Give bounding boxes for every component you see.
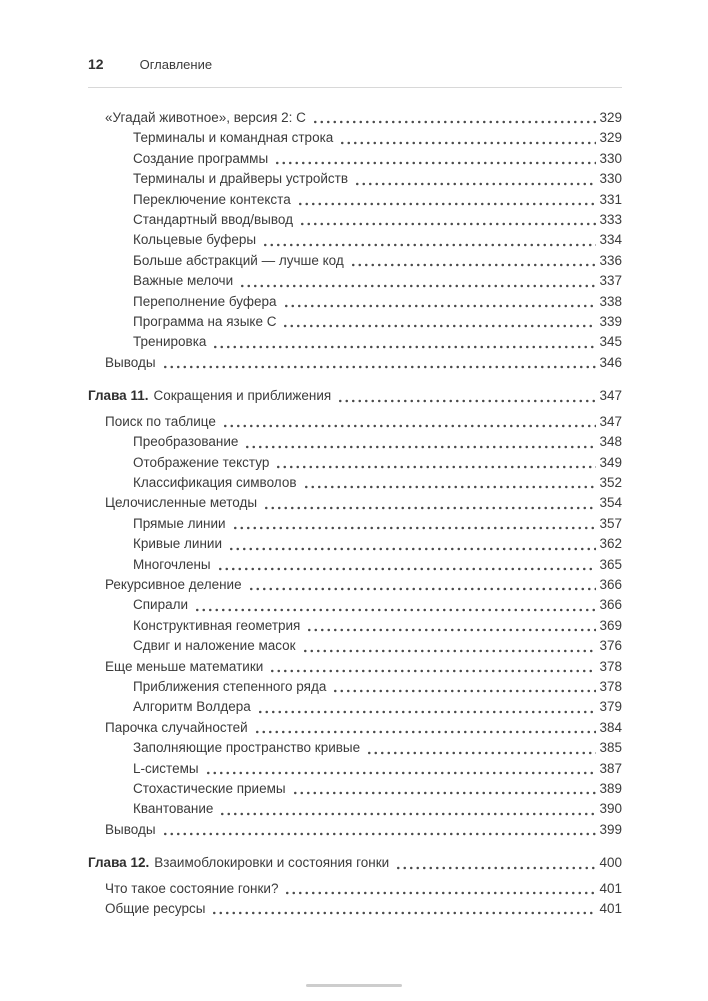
dot-leader — [212, 332, 596, 352]
entry-title: Алгоритм Волдера — [133, 699, 251, 715]
toc-entry — [88, 534, 622, 554]
entry-page: 401 — [599, 901, 622, 917]
entry-page: 369 — [599, 617, 622, 633]
entry-title: Конструктивная геометрия — [133, 617, 301, 633]
entry-page: 346 — [599, 354, 622, 370]
entry-page: 338 — [599, 293, 622, 309]
entry-page: 347 — [599, 413, 622, 429]
dot-leader — [297, 190, 597, 210]
dot-leader — [354, 169, 596, 189]
entry-title: Квантование — [133, 801, 214, 817]
entry-title: Парочка случайностей — [105, 719, 248, 735]
entry-page: 376 — [599, 638, 622, 654]
toc-entry — [88, 149, 622, 169]
toc-entry — [88, 677, 622, 697]
entry-page: 384 — [599, 719, 622, 735]
entry-prefix: Глава 12. — [88, 855, 150, 871]
entry-title: Общие ресурсы — [105, 901, 206, 917]
entry-page: 345 — [599, 334, 622, 350]
entry-title: Создание программы — [133, 150, 269, 166]
entry-title: Кривые линии — [133, 536, 223, 552]
entry-page: 357 — [599, 515, 622, 531]
entry-title: Переполнение буфера — [133, 293, 277, 309]
entry-title: Стандартный ввод/вывод — [133, 212, 293, 228]
toc-entry — [88, 230, 622, 250]
running-head: Оглавление — [139, 57, 213, 72]
dot-leader — [269, 657, 596, 677]
toc-entry — [88, 697, 622, 717]
entry-page: 337 — [599, 273, 622, 289]
toc-entry — [88, 353, 622, 373]
dot-leader — [275, 453, 596, 473]
entry-page: 352 — [599, 474, 622, 490]
dot-leader — [239, 271, 596, 291]
page-header — [88, 56, 622, 72]
entry-title: Переключение контекста — [133, 191, 291, 207]
toc-entry — [88, 759, 622, 779]
dot-leader — [217, 555, 597, 575]
entry-title: «Угадай животное», версия 2: C — [105, 110, 306, 125]
entry-page: 349 — [599, 454, 622, 470]
toc-entry — [88, 386, 622, 406]
entry-title: L-системы — [133, 760, 199, 776]
entry-title: Выводы — [105, 821, 156, 837]
dot-leader — [302, 636, 597, 656]
entry-title: Выводы — [105, 354, 156, 370]
toc-entry — [88, 108, 622, 128]
dot-leader — [205, 759, 597, 779]
entry-page: 378 — [599, 658, 622, 674]
dot-leader — [232, 514, 597, 534]
toc-entry — [88, 636, 622, 656]
toc-entry — [88, 473, 622, 493]
entry-title: Больше абстракций — лучше код — [133, 252, 344, 268]
toc-entry — [88, 899, 622, 919]
toc-entry — [88, 575, 622, 595]
dot-leader — [283, 292, 597, 312]
toc-entry — [88, 190, 622, 210]
dot-leader — [332, 677, 596, 697]
entry-title: Еще меньше математики — [105, 658, 264, 674]
toc-entry — [88, 879, 622, 899]
entry-title: Тренировка — [133, 334, 207, 350]
entry-page: 362 — [599, 536, 622, 552]
dot-leader — [254, 718, 597, 738]
toc-entry — [88, 128, 622, 148]
entry-title: Прямые линии — [133, 515, 226, 531]
toc-entry — [88, 738, 622, 758]
toc-entry — [88, 555, 622, 575]
entry-title: Сокращения и приближения — [153, 388, 332, 404]
entry-title: Заполняющие пространство кривые — [133, 740, 361, 756]
dot-leader — [194, 595, 596, 615]
dot-leader — [274, 149, 596, 169]
toc-entry — [88, 169, 622, 189]
entry-page: 387 — [599, 760, 622, 776]
entry-title: Важные мелочи — [133, 273, 234, 289]
toc-entry — [88, 514, 622, 534]
dot-leader — [395, 853, 596, 873]
dot-leader — [350, 251, 597, 271]
toc-entry — [88, 312, 622, 332]
entry-page: 400 — [599, 855, 622, 871]
toc-entry — [88, 657, 622, 677]
entry-page: 365 — [599, 556, 622, 572]
header-rule — [88, 87, 622, 88]
dot-leader — [284, 879, 596, 899]
entry-page: 385 — [599, 740, 622, 756]
entry-title: Приближения степенного ряда — [133, 678, 327, 694]
entry-title: Терминалы и командная строка — [133, 130, 334, 146]
toc-entry — [88, 799, 622, 819]
dot-leader — [337, 386, 596, 406]
entry-page: 347 — [599, 388, 622, 404]
entry-title: Преобразование — [133, 434, 239, 450]
entry-page: 334 — [599, 232, 622, 248]
entry-title: Многочлены — [133, 556, 211, 572]
dot-leader — [306, 616, 596, 636]
toc-entry — [88, 616, 622, 636]
entry-title: Целочисленные методы — [105, 495, 258, 511]
dot-leader — [339, 128, 596, 148]
entry-title: Спирали — [133, 597, 189, 613]
toc-entry — [88, 292, 622, 312]
toc — [88, 108, 622, 919]
toc-entry — [88, 779, 622, 799]
entry-title: Отображение текстур — [133, 454, 270, 470]
toc-entry — [88, 412, 622, 432]
toc-entry — [88, 595, 622, 615]
entry-page: 330 — [599, 171, 622, 187]
entry-page: 333 — [599, 212, 622, 228]
entry-title: Классификация символов — [133, 474, 297, 490]
dot-leader — [263, 493, 596, 513]
dot-leader — [219, 799, 596, 819]
toc-entry — [88, 853, 622, 873]
dot-leader — [222, 412, 597, 432]
entry-page: 336 — [599, 252, 622, 268]
entry-title: Кольцевые буферы — [133, 232, 257, 248]
entry-page: 329 — [599, 110, 622, 125]
entry-page: 331 — [599, 191, 622, 207]
dot-leader — [228, 534, 596, 554]
entry-title: Поиск по таблице — [105, 413, 216, 429]
toc-entry — [88, 251, 622, 271]
footer-bar — [306, 984, 402, 987]
entry-page: 379 — [599, 699, 622, 715]
entry-page: 354 — [599, 495, 622, 511]
dot-leader — [303, 473, 597, 493]
entry-page: 366 — [599, 576, 622, 592]
toc-entry — [88, 493, 622, 513]
entry-title: Взаимоблокировки и состояния гонки — [154, 855, 390, 871]
toc-entry — [88, 332, 622, 352]
toc-entry — [88, 718, 622, 738]
dot-leader — [257, 697, 597, 717]
dot-leader — [282, 312, 596, 332]
dot-leader — [366, 738, 596, 758]
entry-page: 330 — [599, 150, 622, 166]
entry-title: Терминалы и драйверы устройств — [133, 171, 349, 187]
dot-leader — [312, 108, 597, 128]
toc-entry — [88, 820, 622, 840]
entry-title: Программа на языке C — [133, 314, 277, 330]
toc-entry — [88, 432, 622, 452]
entry-page: 339 — [599, 314, 622, 330]
entry-page: 399 — [599, 821, 622, 837]
dot-leader — [211, 899, 596, 919]
page-number: 12 — [88, 56, 104, 72]
dot-leader — [162, 353, 597, 373]
dot-leader — [244, 432, 596, 452]
dot-leader — [262, 230, 596, 250]
dot-leader — [299, 210, 596, 230]
entry-page: 348 — [599, 434, 622, 450]
toc-entry — [88, 271, 622, 291]
entry-page: 389 — [599, 781, 622, 796]
entry-page: 329 — [599, 130, 622, 146]
entry-title: Что такое состояние гонки? — [105, 880, 279, 896]
dot-leader — [292, 779, 597, 799]
toc-entry — [88, 210, 622, 230]
entry-title: Рекурсивное деление — [105, 576, 242, 592]
toc-entry — [88, 453, 622, 473]
dot-leader — [248, 575, 597, 595]
entry-page: 378 — [599, 678, 622, 694]
entry-title: Стохастические приемы — [133, 781, 286, 796]
entry-prefix: Глава 11. — [88, 388, 149, 404]
entry-page: 390 — [599, 801, 622, 817]
entry-page: 401 — [599, 880, 622, 896]
dot-leader — [162, 820, 597, 840]
entry-title: Сдвиг и наложение масок — [133, 638, 296, 654]
entry-page: 366 — [599, 597, 622, 613]
